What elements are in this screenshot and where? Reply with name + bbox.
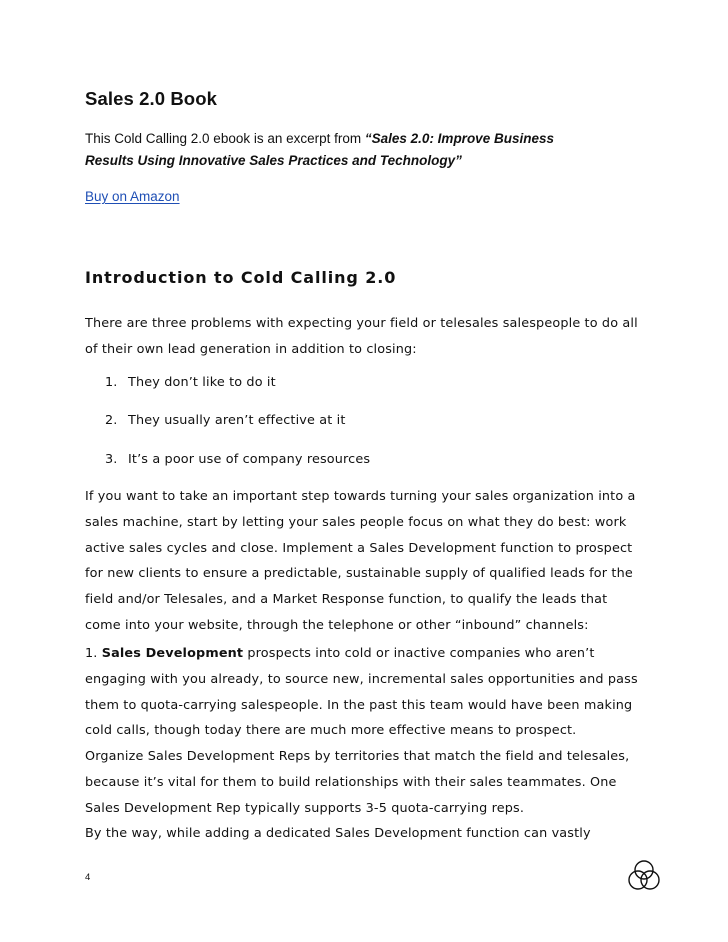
paragraph-line: prospects into cold or inactive companies who aren’t [243, 646, 595, 661]
book-intro-text: This Cold Calling 2.0 ebook is an excerpt from [85, 131, 365, 146]
list-text: They usually aren’t effective at it [128, 413, 346, 428]
paragraph-line: engaging with you already, to source new, incremental sales opportunities and pass [85, 671, 638, 687]
paragraph-line: If you want to take an important step towards turning your sales organization into a [85, 489, 636, 504]
intro-paragraph-line: There are three problems with expecting your field or telesales salespeople to do all [85, 316, 638, 331]
list-number: 3. [105, 452, 118, 467]
book-quote-line-2: Results Using Innovative Sales Practices and Technology” [85, 153, 462, 168]
closing-paragraph: By the way, while adding a dedicated Sales Development function can vastly [85, 826, 591, 841]
buy-on-amazon-link[interactable]: Buy on Amazon [85, 189, 180, 204]
paragraph-line: cold calls, though today there are much more effective means to prospect. [85, 723, 577, 739]
paragraph-line: them to quota-carrying salespeople. In the past this team would have been making [85, 697, 633, 713]
list-text: It’s a poor use of company resources [128, 452, 371, 467]
paragraph-line: for new clients to ensure a predictable, sustainable supply of qualified leads for the [85, 566, 633, 582]
paragraph-line: field and/or Telesales, and a Market Response function, to qualify the leads that [85, 592, 608, 608]
book-intro [85, 128, 645, 172]
book-title: Sales 2.0 Book [85, 88, 217, 109]
paragraph-line: Organize Sales Development Reps by territories that match the field and telesales, [85, 749, 630, 765]
paragraph-line: sales machine, start by letting your sales people focus on what they do best: work [85, 514, 627, 530]
page-number: 4 [85, 872, 91, 883]
sales-machine-paragraph [85, 484, 650, 639]
interlocking-rings-icon [627, 859, 661, 893]
list-text: They don’t like to do it [128, 375, 276, 390]
book-quote-line-1: “Sales 2.0: Improve Business [364, 131, 554, 146]
paragraph-line: active sales cycles and close. Implement a Sales Development function to prospect [85, 540, 633, 556]
paragraph-line: Sales Development Rep typically supports 3-5 quota-carrying reps. [85, 800, 525, 816]
list-item [105, 375, 276, 390]
list-number: 1. [105, 375, 118, 390]
item-number: 1. [85, 646, 98, 661]
sales-development-paragraph [85, 641, 650, 822]
section-heading: Introduction to Cold Calling 2.0 [85, 268, 397, 287]
list-item [105, 452, 370, 467]
intro-paragraph [85, 311, 650, 363]
list-number: 2. [105, 413, 118, 428]
paragraph-line: because it’s vital for them to build relationships with their sales teammates. One [85, 774, 617, 790]
list-item [105, 413, 346, 428]
paragraph-line: come into your website, through the telephone or other “inbound” channels: [85, 617, 589, 633]
bold-term: Sales Development [101, 646, 244, 661]
intro-paragraph-line: of their own lead generation in addition to closing: [85, 341, 417, 357]
